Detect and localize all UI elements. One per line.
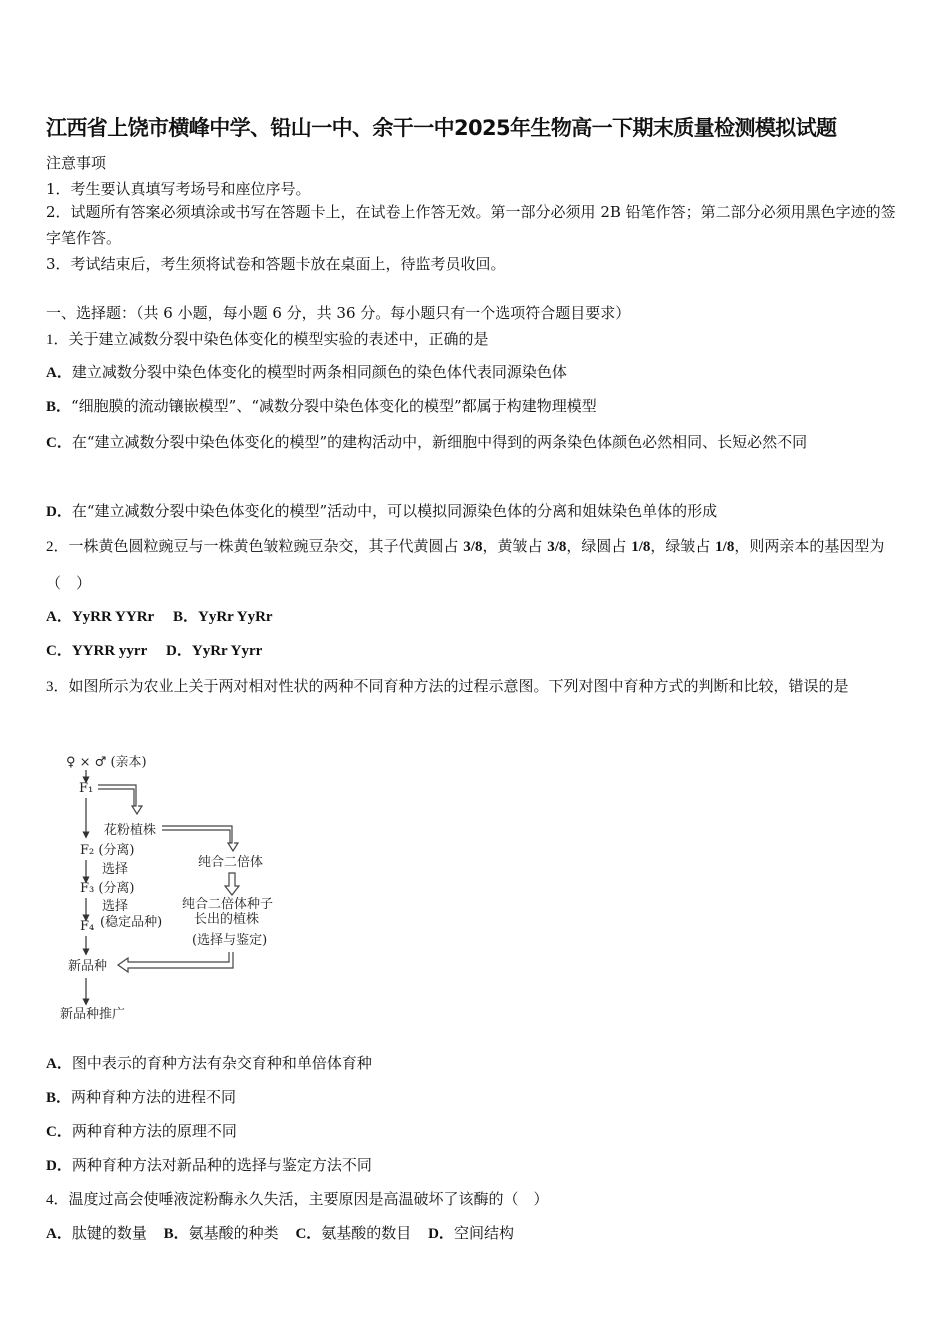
f1-label: F₁ <box>79 781 94 796</box>
q3-option-d <box>46 1154 372 1175</box>
option-label: D． <box>166 643 192 659</box>
option-text: 肽键的数量 <box>71 1224 147 1242</box>
option-label: B． <box>46 1090 72 1106</box>
option-label: D． <box>46 1158 72 1174</box>
option-text: 空间结构 <box>453 1224 514 1242</box>
question-stem: 温度过高会使唾液淀粉酶永久失活，主要原因是高温破坏了该酶的（ ） <box>68 1190 549 1208</box>
select-identify-label: (选择与鉴定) <box>192 933 268 948</box>
hollow-arrow <box>118 952 233 972</box>
option-text: 两种育种方法的进程不同 <box>71 1088 237 1106</box>
option-label: C． <box>295 1226 322 1242</box>
stem-text: ，绿皱占 <box>650 537 716 555</box>
q1-option-d <box>46 500 717 521</box>
option-label: D． <box>46 504 72 520</box>
hollow-arrow <box>225 873 239 895</box>
f3-label: F₃ (分离) <box>80 881 135 896</box>
option-text: 氨基酸的种类 <box>188 1224 279 1242</box>
question-number: 2． <box>46 539 69 555</box>
option-label: C． <box>46 643 72 659</box>
question-3 <box>46 668 908 705</box>
option-label: C． <box>46 435 72 451</box>
q2-options-cd <box>46 639 262 660</box>
promote-label: 新品种推广 <box>60 1007 126 1022</box>
option-text: 图中表示的育种方法有杂交育种和单倍体育种 <box>71 1054 372 1072</box>
f4-label: F₄ <box>80 919 95 934</box>
pollen-plant-label: 花粉植株 <box>104 823 157 838</box>
select-1-label: 选择 <box>102 862 129 877</box>
q4-options <box>46 1222 514 1243</box>
stem-text: ，绿圆占 <box>566 537 632 555</box>
q1-option-c <box>46 424 908 461</box>
page-title: 江西省上饶市横峰中学、铅山一中、余干一中2025年生物高一下期末质量检测模拟试题 <box>46 116 837 140</box>
question-stem: 如图所示为农业上关于两对相对性状的两种不同育种方法的过程示意图。下列对图中育种方式的判断和比较，错误的是 <box>68 677 849 695</box>
stem-text: ，则两亲本的基因型为（ ） <box>46 537 885 592</box>
notice-item-3: 3．考试结束后，考生须将试卷和答题卡放在桌面上，待监考员收回。 <box>46 255 506 273</box>
option-text: 在“建立减数分裂中染色体变化的模型”活动中，可以模拟同源染色体的分离和姐妹染色单体的形成 <box>71 502 718 520</box>
section-heading: 一、选择题：（共 6 小题，每小题 6 分，共 36 分。每小题只有一个选项符合题目要求） <box>46 304 631 322</box>
q1-option-a <box>46 361 567 382</box>
option-text: 两种育种方法的原理不同 <box>71 1122 237 1140</box>
seed-line-1: 纯合二倍体种子 <box>182 897 274 912</box>
new-variety-label: 新品种 <box>68 959 108 974</box>
option-text: YyRR YYRr <box>71 609 155 625</box>
option-text: 建立减数分裂中染色体变化的模型时两条相同颜色的染色体代表同源染色体 <box>71 363 567 381</box>
stable-variety-label: (稳定品种) <box>100 915 163 930</box>
ratio-value: 3/8 <box>463 539 483 555</box>
question-1 <box>46 328 489 349</box>
option-text: 在“建立减数分裂中染色体变化的模型”的建构活动中，新细胞中得到的两条染色体颜色必然相同、长短必然不同 <box>71 433 808 451</box>
option-label: A． <box>46 365 72 381</box>
question-2 <box>46 528 908 601</box>
ratio-value: 3/8 <box>547 539 567 555</box>
option-text: YYRR yyrr <box>71 643 148 659</box>
option-label: B． <box>46 399 72 415</box>
option-label: B． <box>163 1226 189 1242</box>
option-text: “细胞膜的流动镶嵌模型”、“减数分裂中染色体变化的模型”都属于构建物理模型 <box>71 397 597 415</box>
ratio-value: 1/8 <box>631 539 651 555</box>
f2-label: F₂ (分离) <box>80 843 135 858</box>
hollow-arrow <box>98 789 134 806</box>
question-4 <box>46 1188 549 1209</box>
q3-option-c <box>46 1120 237 1141</box>
option-text: 氨基酸的数目 <box>321 1224 412 1242</box>
question-number: 3． <box>46 679 69 695</box>
seed-line-2: 长出的植株 <box>194 912 260 927</box>
q1-option-b <box>46 395 597 416</box>
parents-label: ♀ × ♂ (亲本) <box>66 755 147 770</box>
option-label: B． <box>172 609 198 625</box>
pure-diploid-label: 纯合二倍体 <box>198 855 264 870</box>
option-text: YyRr Yyrr <box>191 643 263 659</box>
notice-item-2: 2．试题所有答案必须填涂或书写在答题卡上，在试卷上作答无效。第一部分必须用 2B 铅笔作答；第二部分必须用黑色字迹的签字笔作答。 <box>46 203 896 247</box>
select-2-label: 选择 <box>102 899 129 914</box>
q3-option-b <box>46 1086 236 1107</box>
notice-item-1: 1．考生要认真填写考场号和座位序号。 <box>46 180 311 198</box>
q3-option-a <box>46 1052 372 1073</box>
question-number: 1． <box>46 332 69 348</box>
option-text: 两种育种方法对新品种的选择与鉴定方法不同 <box>71 1156 372 1174</box>
option-label: A． <box>46 1056 72 1072</box>
question-number: 4． <box>46 1192 69 1208</box>
hollow-arrow <box>162 830 230 843</box>
option-label: A． <box>46 609 72 625</box>
stem-text: ，黄皱占 <box>482 537 548 555</box>
breeding-diagram <box>46 740 306 1030</box>
q2-options-ab <box>46 605 273 626</box>
ratio-value: 1/8 <box>715 539 735 555</box>
question-stem: 关于建立减数分裂中染色体变化的模型实验的表述中，正确的是 <box>68 330 489 348</box>
option-label: A． <box>46 1226 72 1242</box>
notice-heading: 注意事项 <box>46 154 107 172</box>
option-label: D． <box>428 1226 454 1242</box>
stem-text: 一株黄色圆粒豌豆与一株黄色皱粒豌豆杂交，其子代黄圆占 <box>68 537 464 555</box>
option-text: YyRr YyRr <box>198 609 273 625</box>
option-label: C． <box>46 1124 72 1140</box>
